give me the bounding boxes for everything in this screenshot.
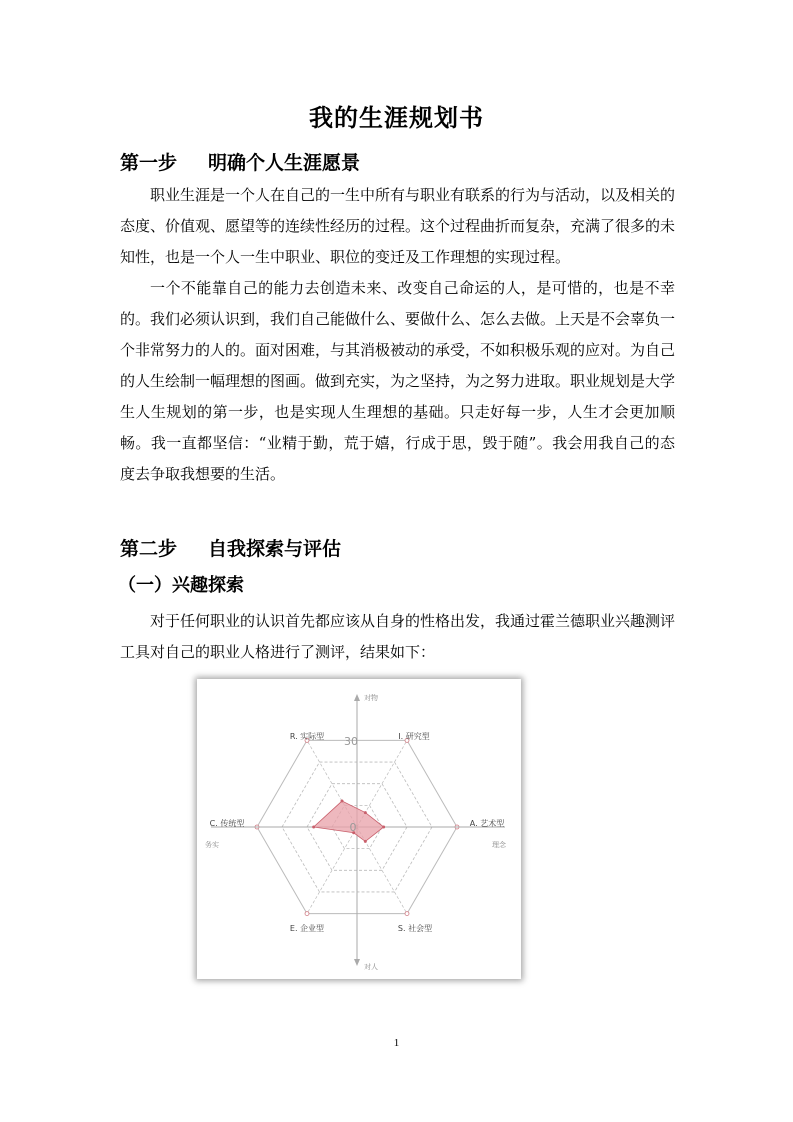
direction-label-top: 对物	[364, 694, 378, 702]
section1-paragraph-2: 一个不能靠自己的能力去创造未来、改变自己命运的人，是可惜的，也是不幸的。我们必须认识到，我们自己能做什么、要做什么、怎么去做。上天是不会辜负一个非常努力的人的。面对困难，与其消极被动的承受，不如积极乐观的应对。为自己的人生绘制一幅理想的图画。做到充实，为之坚持，为之努力进取。职业规划是大学生人生规划的第一步，也是实现人生理想的基础。只走好每一步，人生才会更加顺畅。我一直都坚信：“业精于勤，荒于嬉，行成于思，毁于随”。我会用我自己的态度去争取我想要的生活。	[120, 279, 676, 483]
section2-title: 自我探索与评估	[208, 538, 342, 560]
radar-data-point-3	[364, 840, 367, 843]
radar-vertex-4	[305, 912, 309, 916]
holland-radar-figure	[197, 679, 521, 979]
radar-axis-label-4: E. 企业型	[289, 924, 325, 933]
page-number: 1	[393, 1037, 400, 1049]
scale-label-min: 0	[349, 821, 357, 834]
section1-paragraph-1: 职业生涯是一个人在自己的一生中所有与职业有联系的行为与活动，以及相关的态度、价值观、愿望等的连续性经历的过程。这个过程曲折而复杂，充满了很多的未知性，也是一个人一生中职业、职位的变迁及工作理想的实现过程。	[120, 186, 676, 266]
section2-heading	[120, 534, 341, 561]
subsection-heading: （一）兴趣探索	[118, 575, 244, 596]
section1-title: 明确个人生涯愿景	[208, 152, 361, 174]
radar-axis-label-1: I. 研究型	[398, 732, 430, 741]
radar-data-point-0	[341, 800, 344, 803]
section2-number: 第二步	[120, 538, 178, 560]
arrow-up-icon	[354, 694, 360, 701]
scale-label-max: 30	[344, 735, 358, 748]
section1-heading	[120, 148, 360, 175]
direction-label-bottom: 对人	[364, 963, 378, 971]
radar-axis-label-2: A. 艺术型	[469, 819, 505, 828]
document-title: 我的生涯规划书	[309, 104, 484, 132]
radar-vertex-3	[405, 912, 409, 916]
radar-data-point-2	[382, 826, 385, 829]
direction-label-left: 务实	[205, 841, 219, 849]
radar-data-point-5	[312, 826, 315, 829]
arrow-down-icon	[354, 959, 360, 966]
direction-label-right: 理念	[492, 841, 506, 849]
holland-radar-chart	[197, 679, 521, 979]
radar-labels	[205, 693, 507, 971]
section1-number: 第一步	[120, 152, 178, 174]
radar-axis-label-3: S. 社会型	[397, 924, 433, 933]
subsection-paragraph: 对于任何职业的认识首先都应该从自身的性格出发，我通过霍兰德职业兴趣测评工具对自己的职业人格进行了测评，结果如下：	[120, 612, 676, 661]
radar-axis-label-5: C. 传统型	[209, 819, 245, 828]
radar-data-point-1	[364, 811, 367, 814]
radar-axis-label-0: R. 实际型	[289, 732, 325, 741]
